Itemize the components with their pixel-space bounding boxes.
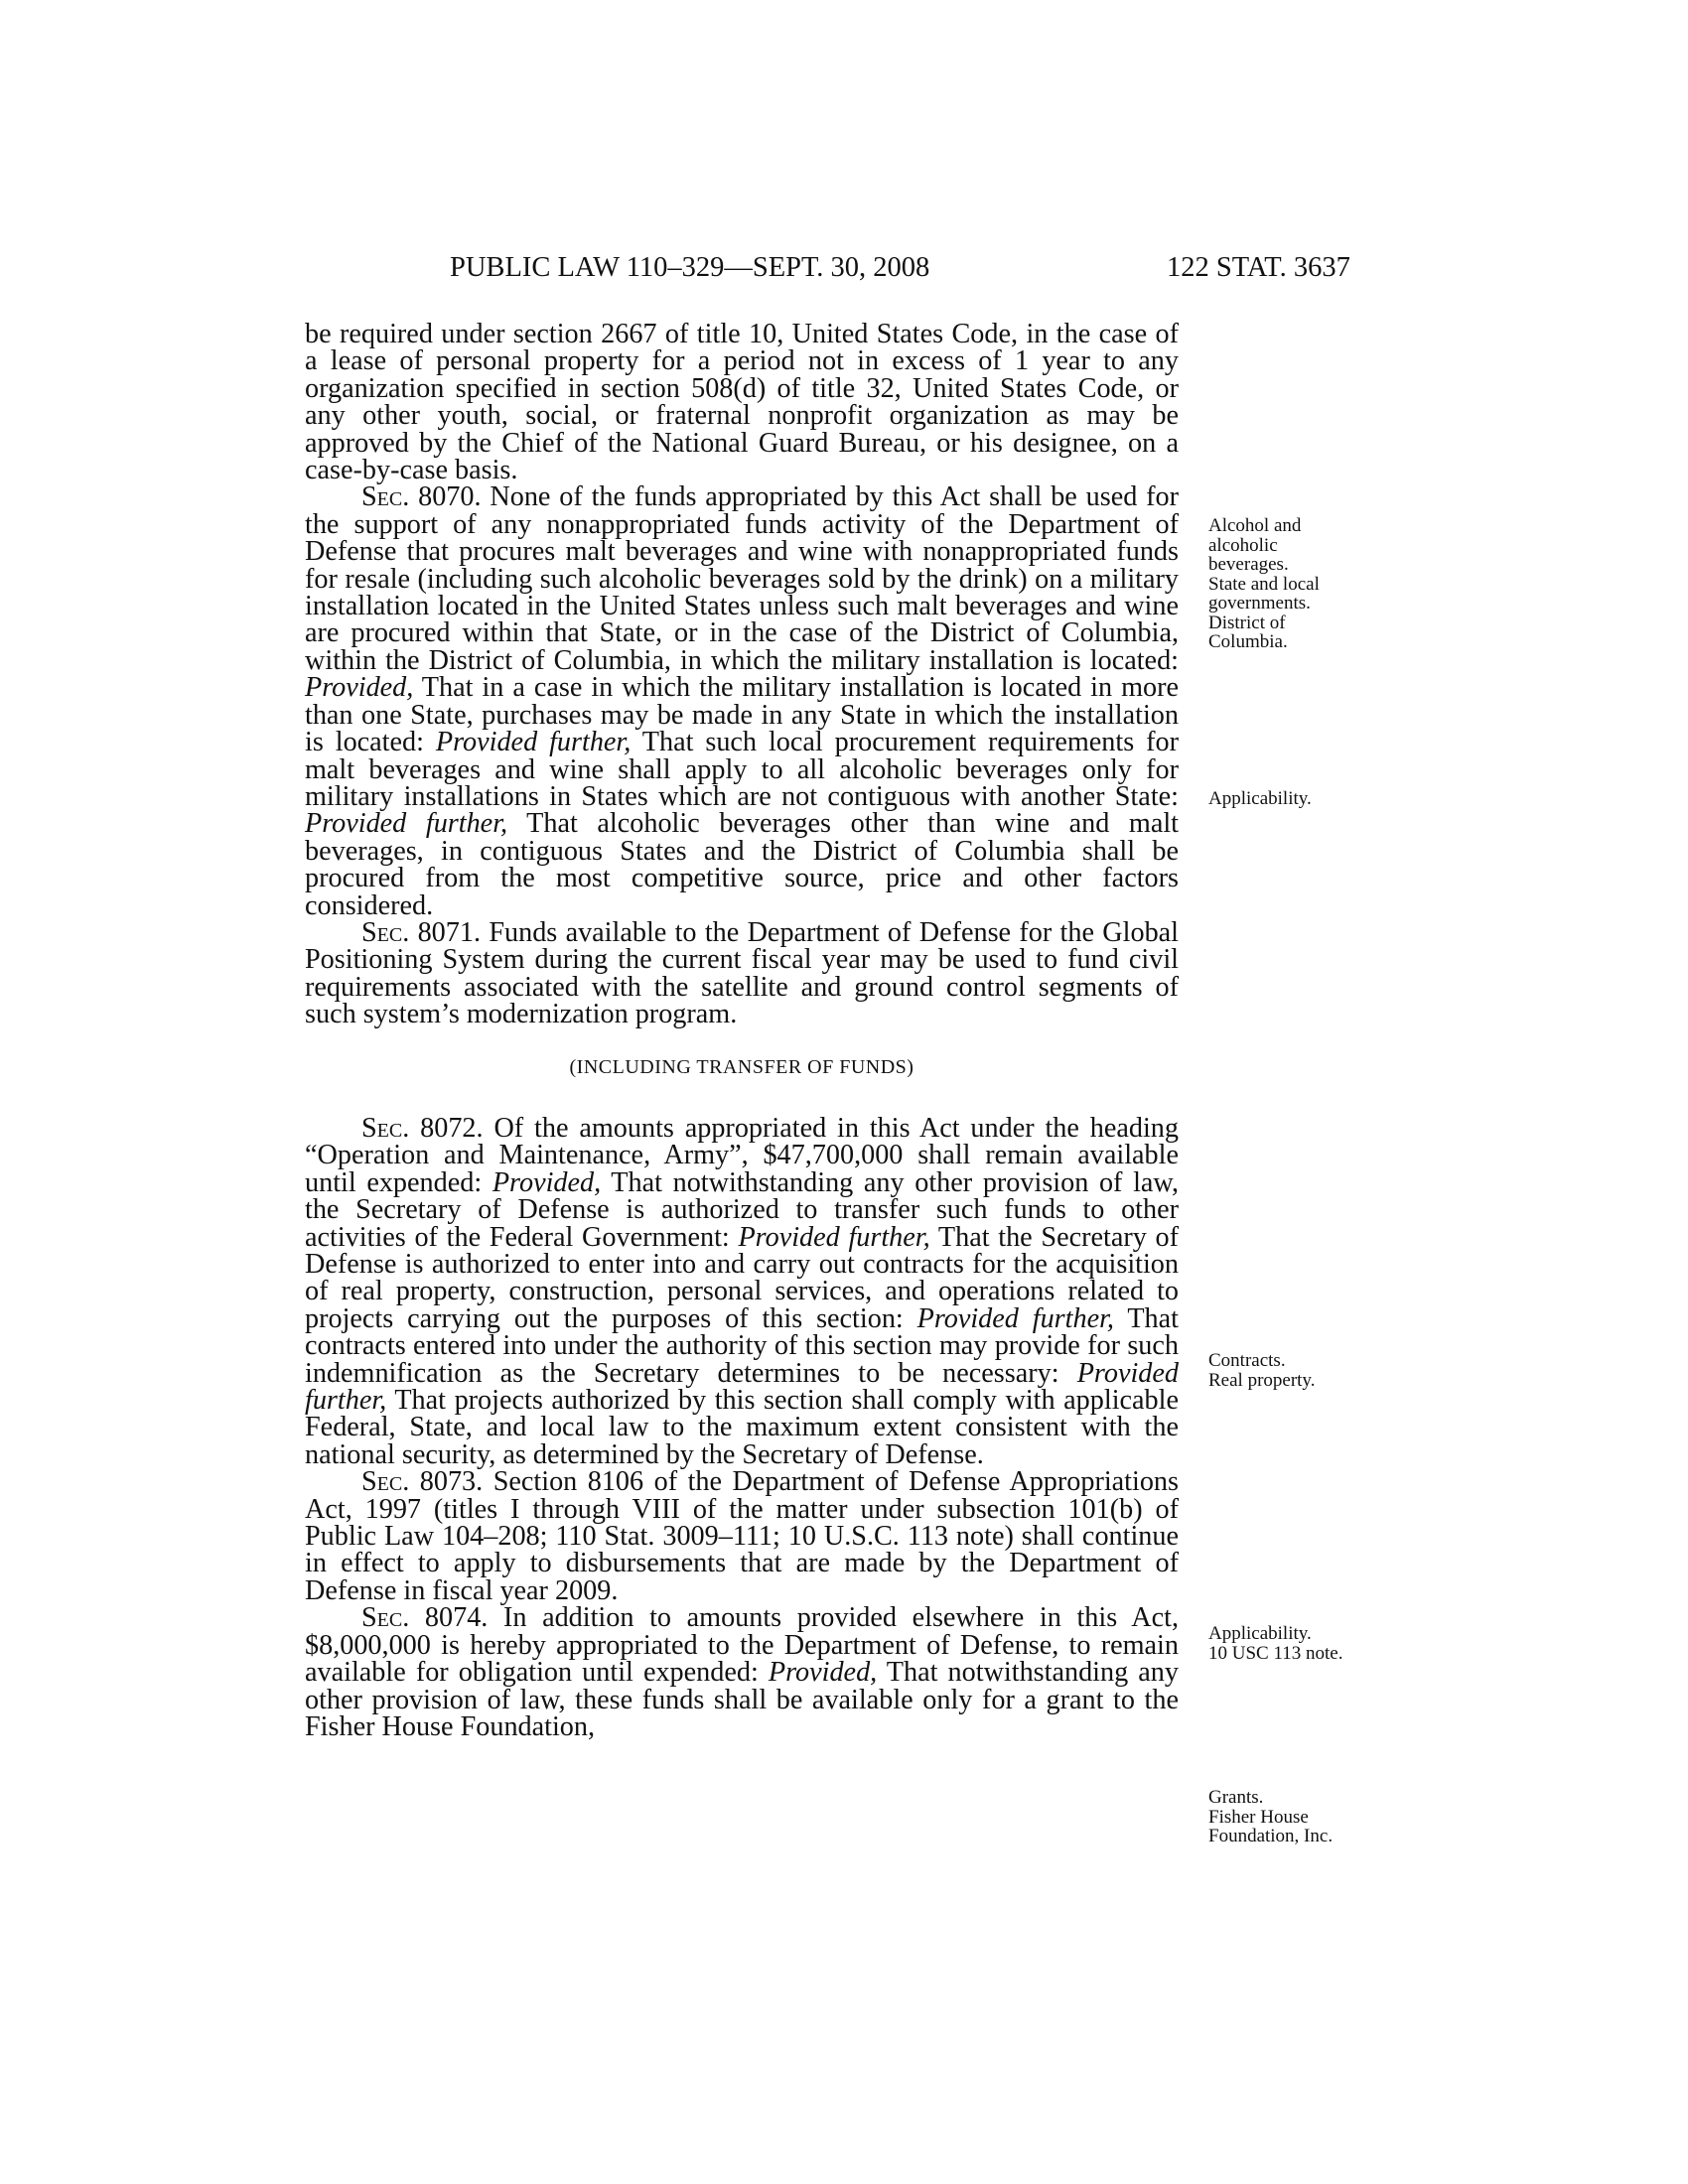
text: That notwithstanding any other provision of law, these funds shall be available only for a grant to the Fisher House Foundation, [305, 1657, 1179, 1742]
running-header [0, 248, 1688, 288]
margin-note-line: District of [1208, 612, 1286, 633]
text: Funds available to the Department of Defense for the Global Positioning System during the current fiscal year may be used to fund civil requirements associated with the satellite and ground control segments of such system’s modernization program. [305, 916, 1180, 1030]
margin-note-line: governments. [1208, 593, 1311, 614]
text: That the Secretary of Defense is authorized to enter into and carry out contracts for the acquisition of real property, construction, personal services, and operations related to projects carrying out the purposes of this section: [305, 1221, 1180, 1334]
margin-note-line: beverages. [1208, 554, 1289, 575]
text: In addition to amounts provided elsewhere in this Act, $8,000,000 is hereby appropriated to the Department of Defense, to remain available for obligation until expended: [305, 1602, 1180, 1689]
text: That contracts entered into under the authority of this section may provide for such indemnification as the Secretary determines to be necessary: [305, 1302, 1179, 1389]
header-title: PUBLIC LAW 110–329—SEPT. 30, 2008 [450, 252, 930, 283]
margin-note-line: alcoholic [1208, 534, 1278, 556]
margin-note-line: Columbia. [1208, 631, 1288, 652]
provided-further-italic: Provided further, [916, 1302, 1114, 1334]
margin-note-line: Grants. [1208, 1787, 1264, 1808]
section-8071 [305, 916, 1180, 1030]
provided-further-italic: Provided further, [435, 727, 632, 758]
sec-number: . 8074. [402, 1602, 503, 1634]
section-8070 [305, 483, 1179, 919]
margin-note-line: Contracts. [1208, 1350, 1286, 1371]
section-8073 [305, 1468, 1179, 1604]
margin-note-contracts [1208, 1351, 1387, 1390]
text: None of the funds appropriated by this Act shall be used for the support of any nonappropriated funds activity of the Department of Defense that procures malt beverages and wine with nonappropriated funds for resale (including such alcoholic beverages sold by the drink) on a military installation located in the United States unless such malt beverages and wine are procured within that State, or in the case of the District of Columbia, within the District of Columbia, in which the military installation is located: [305, 481, 1180, 676]
provided-further-italic: Provided further, [305, 1357, 1179, 1417]
margin-note-line: Applicability. [1208, 1623, 1312, 1644]
provided-further-italic: Provided further, [305, 808, 508, 840]
provided-italic: Provided, [768, 1657, 878, 1689]
sec-number: . 8073. [402, 1466, 493, 1498]
section-8072 [305, 1112, 1180, 1470]
margin-note-alcohol [1208, 516, 1387, 652]
sec-number: . 8071. [402, 916, 490, 948]
sec-label: Sec [361, 916, 403, 948]
text: That such local procurement requirements for malt beverages and wine shall apply to all alcoholic beverages only for military installations in States which are not contiguous with another State: [305, 727, 1179, 812]
sec-label: Sec [361, 1466, 403, 1498]
text: That alcoholic beverages other than wine and malt beverages, in contiguous States and the District of Columbia shall be procured from the most competitive source, price and other factors considered. [305, 808, 1179, 921]
section-8074 [305, 1604, 1179, 1740]
margin-note-line: Applicability. [1208, 788, 1312, 809]
transfer-of-funds-heading: (INCLUDING TRANSFER OF FUNDS) [569, 1055, 914, 1078]
margin-note-applicability-usc [1208, 1624, 1387, 1663]
margin-note-line: State and local [1208, 573, 1320, 595]
text: That notwithstanding any other provision of law, the Secretary of Defense is authorized to transfer such funds to other activities of the Federal Government: [305, 1166, 1180, 1253]
main-text-column [305, 321, 1179, 1740]
provided-italic: Provided, [492, 1166, 602, 1198]
text: That in a case in which the military installation is located in more than one State, purchases may be made in any State in which the installation is located: [305, 672, 1179, 758]
margin-note-line: Foundation, Inc. [1208, 1826, 1334, 1846]
margin-note-line: Alcohol and [1208, 515, 1302, 536]
margin-note-line: Real property. [1208, 1369, 1316, 1391]
margin-note-line: Fisher House [1208, 1806, 1309, 1828]
margin-note-line: 10 USC 113 note. [1208, 1642, 1343, 1664]
provided-italic: Provided, [305, 672, 414, 704]
text: That projects authorized by this section shall comply with applicable Federal, State, and local law to the maximum extent consistent with the national security, as determined by the Secretary of Defense. [305, 1385, 1179, 1470]
provided-further-italic: Provided further, [738, 1221, 930, 1253]
text: Of the amounts appropriated in this Act under the heading “Operation and Maintenance, Army”, $47,700,000 shall remain available until expended: [305, 1112, 1179, 1198]
margin-note-applicability [1208, 789, 1387, 809]
sec-number: . 8072. [402, 1112, 494, 1144]
sec-number: . 8070. [402, 481, 491, 513]
margin-note-grants [1208, 1788, 1387, 1846]
sec-label: Sec [361, 481, 403, 513]
header-page-number: 122 STAT. 3637 [1167, 252, 1350, 283]
sec-label: Sec [361, 1112, 403, 1144]
paragraph-continued: be required under section 2667 of title 10, United States Code, in the case of a lease of personal property for a period not in excess of 1 year to any organization specified in section 508(d) of title 32, United States Code, or any other youth, social, or fraternal nonprofit organization as may be approved by the Chief of the National Guard Bureau, or his designee, on a case-by-case basis. [305, 319, 1179, 486]
sec-label: Sec [361, 1602, 403, 1634]
text: Section 8106 of the Department of Defense Appropriations Act, 1997 (titles I through VIII of the matter under subsection 101(b) of Public Law 104–208; 110 Stat. 3009–111; 10 U.S.C. 113 note) shall continue in effect to apply to disbursements that are made by the Department of Defense in fiscal year 2009. [305, 1466, 1179, 1606]
